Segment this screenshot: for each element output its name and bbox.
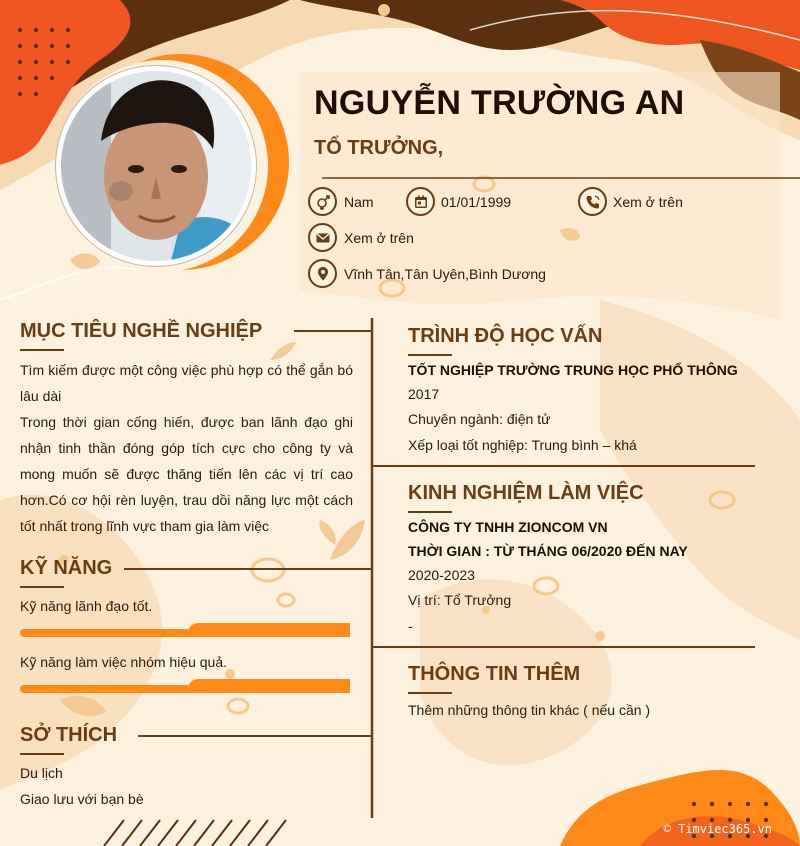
gender-icon — [308, 187, 337, 216]
address-info — [308, 259, 546, 288]
objective-underline — [20, 349, 64, 351]
skill-label-2: Kỹ năng làm việc nhóm hiệu quả. — [20, 654, 228, 670]
experience-company: CÔNG TY TNHH ZIONCOM VN — [408, 519, 608, 535]
education-separator — [372, 465, 755, 467]
education-grade: Xếp loại tốt nghiệp: Trung bình – khá — [408, 437, 637, 453]
education-underline — [408, 354, 452, 356]
experience-note: - — [408, 618, 413, 634]
skills-connector-line — [124, 568, 372, 570]
avatar — [56, 66, 256, 266]
map-pin-icon — [308, 259, 337, 288]
candidate-position: TỔ TRƯỞNG, — [314, 137, 444, 159]
experience-underline — [408, 511, 452, 513]
skill-bar-2-track — [20, 685, 188, 693]
envelope-icon — [308, 223, 337, 252]
phone-info — [578, 187, 683, 216]
extra-text: Thêm những thông tin khác ( nếu cần ) — [408, 702, 651, 718]
copyright-text: © Timviec365.vn — [663, 822, 772, 836]
phone-icon — [578, 187, 607, 216]
objective-paragraph-2: Trong thời gian cống hiến, được ban lãnh đạo ghi nhận tinh thần đóng góp tích cực cho công ty và mong muốn sẽ được thăng tiến lên các vị trí cao hơn.Có cơ hội rèn luyện, trau dồi năng lực một cách tốt nhất trong lĩnh vực tham gia làm việc — [20, 414, 353, 534]
skill-bar-1-fill — [188, 623, 350, 637]
extra-underline — [408, 692, 452, 694]
hobbies-underline — [20, 753, 64, 755]
experience-years: 2020-2023 — [408, 567, 475, 583]
education-major: Chuyên ngành: điện tử — [408, 411, 551, 427]
calendar-icon — [406, 187, 435, 216]
education-heading: TRÌNH ĐỘ HỌC VẤN — [408, 325, 603, 347]
address-value: Vĩnh Tân,Tân Uyên,Bình Dương — [344, 265, 546, 282]
gender-info — [308, 187, 374, 216]
extra-heading: THÔNG TIN THÊM — [408, 663, 581, 685]
experience-heading: KINH NGHIỆM LÀM VIỆC — [408, 482, 644, 504]
experience-period: THỜI GIAN : TỪ THÁNG 06/2020 ĐẾN NAY — [408, 543, 688, 559]
candidate-name: NGUYỄN TRƯỜNG AN — [314, 84, 685, 122]
skill-bar-2-fill — [188, 679, 350, 693]
objective-heading: MỤC TIÊU NGHỀ NGHIỆP — [20, 320, 263, 342]
objective-connector-line — [294, 330, 372, 332]
phone-value: Xem ở trên — [613, 193, 683, 210]
gender-value: Nam — [344, 193, 374, 210]
skill-label-1: Kỹ năng lãnh đạo tốt. — [20, 598, 153, 614]
avatar-portrait-icon — [61, 71, 251, 261]
hobbies-connector-line — [138, 735, 372, 737]
skills-underline — [20, 586, 64, 588]
education-school: TỐT NGHIỆP TRƯỜNG TRUNG HỌC PHỔ THÔNG — [408, 362, 738, 378]
email-info — [308, 223, 414, 252]
experience-role: Vị trí: Tổ Trưởng — [408, 592, 512, 608]
hobbies-heading: SỞ THÍCH — [20, 724, 118, 746]
education-year: 2017 — [408, 386, 440, 402]
birthday-info — [406, 187, 511, 216]
skills-heading: KỸ NĂNG — [20, 557, 113, 579]
experience-separator — [372, 646, 755, 648]
skill-bar-1-track — [20, 629, 188, 637]
hobby-item-1: Du lịch — [20, 765, 63, 781]
email-value: Xem ở trên — [344, 229, 414, 246]
birthday-value: 01/01/1999 — [441, 193, 512, 210]
hobby-item-2: Giao lưu với bạn bè — [20, 791, 144, 807]
skill-bar-1 — [20, 623, 350, 637]
skill-bar-2 — [20, 679, 350, 693]
objective-paragraph-1: Tìm kiếm được một công việc phù hợp có thể gắn bó lâu dài — [20, 362, 353, 404]
